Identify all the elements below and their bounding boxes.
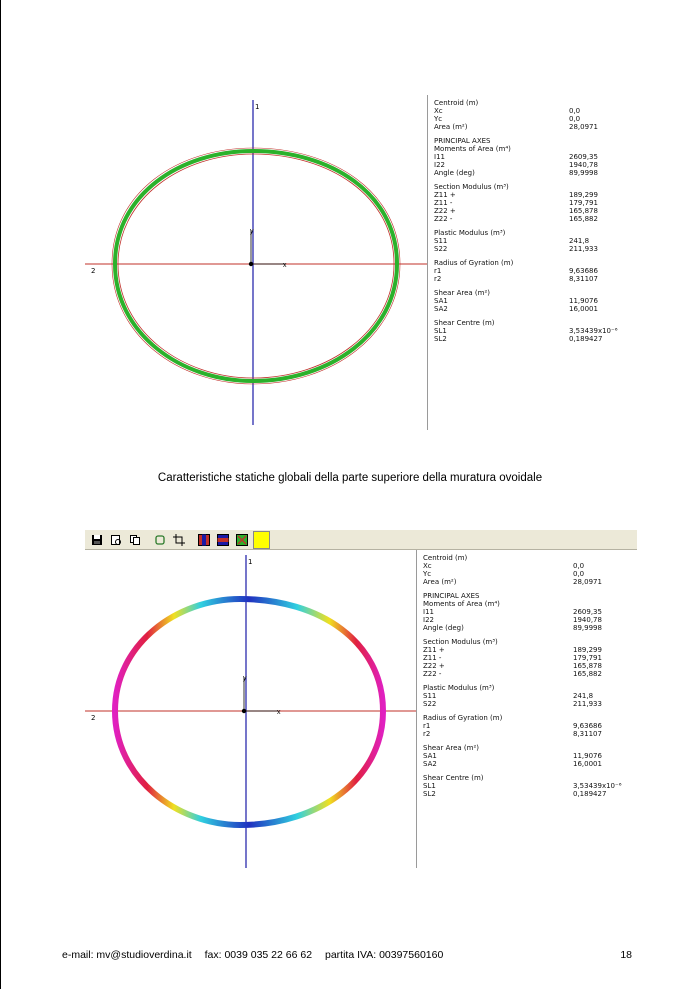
property-group-title: Centroid (m): [434, 99, 479, 107]
property-group: [423, 744, 633, 768]
property-value: 9,63686: [569, 267, 598, 275]
property-value: 16,0001: [573, 760, 602, 768]
property-value: 28,0971: [569, 123, 598, 131]
property-row: [434, 207, 629, 215]
property-value: 241,8: [573, 692, 594, 700]
print-preview-button[interactable]: [108, 532, 123, 547]
property-group: [434, 289, 629, 313]
property-row: [434, 161, 629, 169]
property-value: 189,299: [569, 191, 598, 199]
property-row: [423, 670, 633, 678]
save-button[interactable]: [89, 532, 104, 547]
property-value: 179,791: [573, 654, 602, 662]
property-value: 0,189427: [573, 790, 607, 798]
bottom-properties-list: [416, 550, 637, 868]
property-row: [434, 305, 629, 313]
property-key: Angle (deg): [423, 624, 464, 632]
property-value: 165,878: [569, 207, 598, 215]
property-group: [434, 99, 629, 131]
crop-icon: [173, 534, 185, 546]
property-group-title: Shear Area (m²): [423, 744, 479, 752]
property-value: 211,933: [573, 700, 602, 708]
save-icon: [91, 534, 103, 546]
property-row: [434, 215, 629, 223]
property-key: S22: [423, 700, 437, 708]
property-key: SA1: [423, 752, 437, 760]
page-number: 18: [620, 949, 632, 961]
property-group-title: Shear Centre (m): [434, 319, 495, 327]
property-key: SA1: [434, 297, 448, 305]
property-value: 9,63686: [573, 722, 602, 730]
property-value: 211,933: [569, 245, 598, 253]
property-row: [423, 722, 633, 730]
property-group: [423, 592, 633, 632]
property-group: [434, 319, 629, 343]
property-key: r2: [423, 730, 431, 738]
property-key: Z22 -: [434, 215, 453, 223]
property-key: r2: [434, 275, 442, 283]
property-key: I11: [434, 153, 445, 161]
property-row: [423, 752, 633, 760]
property-key: Xc: [423, 562, 432, 570]
property-key: I22: [423, 616, 434, 624]
property-value: 0,189427: [569, 335, 603, 343]
property-row: [434, 153, 629, 161]
copy-icon: [129, 534, 141, 546]
property-key: Z22 -: [423, 670, 442, 678]
property-group: [423, 638, 633, 678]
ovoid-inner-outline: [118, 154, 394, 378]
crop-tool-button[interactable]: [171, 532, 186, 547]
property-key: S11: [423, 692, 437, 700]
property-value: 189,299: [573, 646, 602, 654]
property-row: [423, 624, 633, 632]
property-key: SL1: [434, 327, 447, 335]
property-row: [434, 191, 629, 199]
local-y-mark: y: [243, 675, 247, 682]
property-row: [434, 267, 629, 275]
property-group-title: PRINCIPAL AXES: [423, 592, 480, 600]
property-group: [423, 684, 633, 708]
property-value: 165,882: [573, 670, 602, 678]
property-row: [434, 107, 629, 115]
property-row: [423, 730, 633, 738]
property-row: [434, 245, 629, 253]
property-value: 89,9998: [569, 169, 598, 177]
property-key: Yc: [423, 570, 432, 578]
property-value: 179,791: [569, 199, 598, 207]
property-row: [434, 237, 629, 245]
property-group: [434, 229, 629, 253]
property-value: 3,53439x10⁻⁶: [573, 782, 622, 790]
property-key: Z11 +: [434, 191, 456, 199]
local-x-mark: x: [277, 709, 281, 716]
figure-caption: Caratteristiche statiche globali della parte superiore della muratura ovoidale: [157, 472, 543, 484]
property-row: [434, 297, 629, 305]
property-row: [423, 662, 633, 670]
ovoid-stress-contour: [115, 599, 383, 825]
property-row: [434, 115, 629, 123]
copy-button[interactable]: [127, 532, 142, 547]
property-value: 165,878: [573, 662, 602, 670]
property-value: 0,0: [573, 562, 585, 570]
property-value: 1940,78: [573, 616, 602, 624]
property-value: 165,882: [569, 215, 598, 223]
property-key: I22: [434, 161, 445, 169]
property-key: Z11 -: [423, 654, 442, 662]
property-row: [423, 782, 633, 790]
property-group: [434, 259, 629, 283]
local-y-mark: y: [250, 228, 254, 235]
property-row: [423, 570, 633, 578]
property-group-title: Radius of Gyration (m): [434, 259, 514, 267]
local-x-mark: x: [283, 262, 287, 269]
page-left-border: [0, 0, 1, 989]
property-row: [423, 654, 633, 662]
property-row: [434, 169, 629, 177]
property-value: 28,0971: [573, 578, 602, 586]
property-key: Area (m²): [423, 578, 457, 586]
property-value: 16,0001: [569, 305, 598, 313]
print-preview-icon: [110, 534, 122, 546]
contour-button[interactable]: [234, 532, 249, 547]
property-row: [423, 608, 633, 616]
property-value: 3,53439x10⁻⁶: [569, 327, 618, 335]
property-group-subtitle: Moments of Area (m⁴): [434, 145, 511, 153]
property-key: S22: [434, 245, 448, 253]
property-key: Area (m²): [434, 123, 468, 131]
page-footer: [62, 949, 632, 961]
property-group-title: Shear Area (m²): [434, 289, 490, 297]
footer-fax: fax: 0039 035 22 66 62: [204, 949, 313, 961]
property-key: Xc: [434, 107, 443, 115]
property-key: Z22 +: [423, 662, 445, 670]
color-swatch-icon: [253, 531, 270, 549]
property-key: r1: [423, 722, 431, 730]
property-group-title: Section Modulus (m³): [434, 183, 509, 191]
property-row: [423, 578, 633, 586]
property-group: [434, 183, 629, 223]
property-value: 89,9998: [573, 624, 602, 632]
contour-icon: [236, 534, 248, 546]
property-row: [434, 199, 629, 207]
top-section-panel: [85, 95, 637, 430]
property-key: Yc: [434, 115, 443, 123]
footer-vat: partita IVA: 00397560160: [324, 949, 444, 961]
axis-1-label: 1: [255, 103, 260, 111]
property-key: SL1: [423, 782, 436, 790]
circle-tool-button[interactable]: [152, 532, 167, 547]
property-value: 11,9076: [569, 297, 598, 305]
property-group: [434, 137, 629, 177]
property-value: 8,31107: [569, 275, 598, 283]
property-row: [423, 700, 633, 708]
color-swatch-button[interactable]: [253, 531, 270, 548]
property-key: Z11 -: [434, 199, 453, 207]
bottom-section-plot: [85, 550, 416, 868]
property-key: SA2: [434, 305, 448, 313]
property-value: 0,0: [569, 115, 581, 123]
vertical-split-icon: [198, 534, 210, 546]
property-row: [423, 616, 633, 624]
section-toolbar: [85, 530, 637, 550]
property-group-title: Plastic Modulus (m³): [434, 229, 506, 237]
property-key: Z22 +: [434, 207, 456, 215]
property-value: 11,9076: [573, 752, 602, 760]
axis-2-label: 2: [91, 267, 96, 275]
property-value: 241,8: [569, 237, 590, 245]
property-group-title: Plastic Modulus (m³): [423, 684, 495, 692]
property-row: [434, 335, 629, 343]
property-key: Angle (deg): [434, 169, 475, 177]
property-group: [423, 714, 633, 738]
horizontal-split-icon: [217, 534, 229, 546]
property-value: 0,0: [569, 107, 581, 115]
property-key: SL2: [423, 790, 436, 798]
property-row: [423, 646, 633, 654]
property-row: [423, 692, 633, 700]
axis-1-label: 1: [248, 558, 253, 566]
property-group-title: Shear Centre (m): [423, 774, 484, 782]
property-value: 2609,35: [573, 608, 602, 616]
property-group-title: PRINCIPAL AXES: [434, 137, 491, 145]
property-group-subtitle: Moments of Area (m⁴): [423, 600, 500, 608]
bottom-section-panel: [85, 550, 637, 868]
property-key: Z11 +: [423, 646, 445, 654]
property-row: [423, 790, 633, 798]
property-group-title: Centroid (m): [423, 554, 468, 562]
horizontal-split-button[interactable]: [215, 532, 230, 547]
property-row: [434, 327, 629, 335]
property-group: [423, 554, 633, 586]
property-value: 1940,78: [569, 161, 598, 169]
footer-email: e-mail: mv@studioverdina.it: [62, 949, 192, 961]
property-group-title: Section Modulus (m³): [423, 638, 498, 646]
property-value: 0,0: [573, 570, 585, 578]
property-group: [423, 774, 633, 798]
top-section-plot: [85, 95, 427, 430]
property-row: [434, 123, 629, 131]
property-key: SL2: [434, 335, 447, 343]
property-key: r1: [434, 267, 442, 275]
vertical-split-button[interactable]: [196, 532, 211, 547]
property-group-title: Radius of Gyration (m): [423, 714, 503, 722]
circle-icon: [154, 534, 166, 546]
property-key: I11: [423, 608, 434, 616]
property-value: 2609,35: [569, 153, 598, 161]
property-row: [423, 562, 633, 570]
property-row: [423, 760, 633, 768]
axis-2-label: 2: [91, 714, 96, 722]
property-key: S11: [434, 237, 448, 245]
property-row: [434, 275, 629, 283]
property-key: SA2: [423, 760, 437, 768]
property-value: 8,31107: [573, 730, 602, 738]
top-properties-list: [427, 95, 633, 430]
